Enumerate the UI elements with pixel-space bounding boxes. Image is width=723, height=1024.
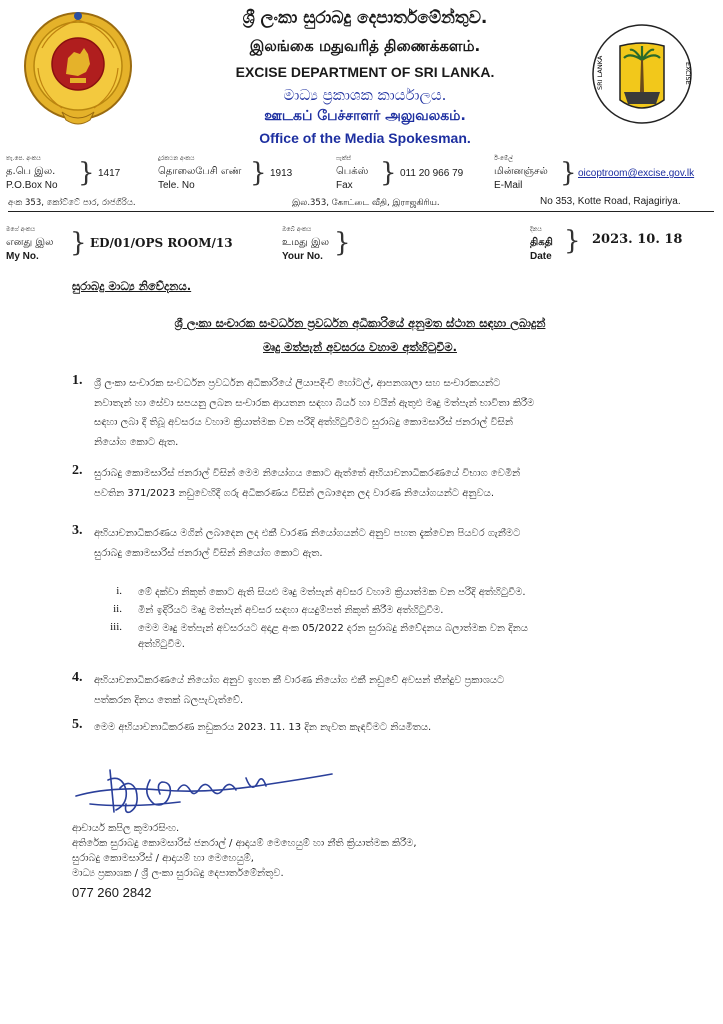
my-no-label-tamil: எனது இல	[6, 237, 54, 248]
sub-item-numeral: i.	[116, 585, 122, 597]
pobox-label-tamil: த.பெ இல.	[6, 166, 56, 177]
my-no-label-sinhala: මගේ අංකය	[6, 226, 36, 233]
fax-label-tamil: பெக்ஸ்	[336, 166, 369, 177]
notice-title-line1: ශ්‍රී ලංකා සංචාරක සංවර්ධන ප්‍රවර්ධන අධිකාරියේ අනුමත ස්ථාන සඳහා ලබාදුන්	[174, 316, 546, 330]
excise-department-emblem	[590, 12, 694, 136]
sri-lanka-state-emblem	[22, 8, 134, 132]
date-label-sinhala: දිනය	[530, 226, 542, 233]
my-no-value: ED/01/OPS ROOM/13	[90, 236, 233, 250]
your-no-label-english: Your No.	[282, 251, 323, 262]
brace: }	[334, 228, 351, 258]
your-no-label-sinhala: ඔබේ අංකය	[282, 226, 312, 233]
brace: }	[78, 158, 95, 188]
paragraph-line: අභියාචනාධිකරණයේ නියෝග අනුව ඉහත කී වාරණ නියෝග එකී නඩුවේ අවසන් තීන්දුව ප්‍රකාශයට	[94, 675, 505, 686]
tele-value: 1913	[270, 168, 293, 179]
office-title-tamil: ஊடகப் பேச்சாளர் அலுவலகம்.	[264, 108, 466, 124]
paragraph-number: 4.	[72, 670, 83, 685]
address-english: No 353, Kotte Road, Rajagiriya.	[540, 196, 681, 207]
sub-item-3	[138, 621, 528, 653]
tele-label-sinhala: දුරකථන අංකය	[158, 155, 195, 162]
email-label-tamil: மின்னஞ்சல்	[494, 166, 548, 177]
paragraph-line: නවාතැන් හා සේවා සපයනු ලබන සංචාරක ආයතන සඳහා බියර් හා වයින් ඇතුළු මෘදු මත්පැන් භාවිතා කිරීම	[94, 397, 535, 409]
address-tamil: இல.353, கோட்டை வீதி, இராஜகிரிய.	[292, 198, 440, 208]
sub-item-line: මෙම මෘදු මත්පැන් අවසරයට අදාළ අංක 05/2022 දරන සුරාබදු නිවේදනය බලාත්මක වන දිනය	[138, 623, 528, 634]
email-label-sinhala: ඊ-මේල්	[494, 155, 513, 162]
paragraph-number: 2.	[72, 463, 83, 478]
my-no-label-english: My No.	[6, 251, 39, 262]
paragraph-1	[94, 374, 674, 452]
paragraph-line: පවතින 371/2023 නඩුවෙහිදී ගරු අධිකරණය විසින් ලබාදෙන ලද වාරණ නියෝගයන්ට අනුවය.	[94, 487, 495, 499]
signatory-designation-1: අතිරේක සුරාබදු කොමසාරිස් ජනරාල් / ආදායම් මෙහෙයුම් හා නීති ක්‍රියාත්මක කිරීම,	[72, 838, 417, 849]
handwritten-signature	[70, 760, 340, 822]
sub-item-line: අත්හිටුවීම.	[138, 639, 185, 650]
emblem-text-left: SRI LANKA	[596, 55, 604, 90]
paragraph-2	[94, 464, 674, 503]
brace: }	[380, 158, 397, 188]
brace: }	[250, 158, 267, 188]
signatory-designation-2: සුරාබදු කොමසාරිස් / ආදායම් හා මෙහෙයුම්,	[72, 853, 254, 864]
dept-title-sinhala: ශ්‍රී ලංකා සුරාබදු දෙපාර්තමේන්තුව.	[242, 8, 488, 28]
sub-item-numeral: ii.	[113, 603, 122, 615]
divider-line	[8, 211, 714, 212]
paragraph-line: නියෝග කොට ඇත.	[94, 436, 179, 448]
pobox-label-sinhala: තැ.පෙ. අංකය	[6, 155, 41, 162]
fax-value: 011 20 966 79	[400, 168, 464, 179]
dept-title-english: EXCISE DEPARTMENT OF SRI LANKA.	[235, 64, 495, 80]
your-no-label-tamil: உமது இல	[282, 237, 329, 248]
paragraph-line: මෙම අභියාචනාධිකරණ නඩුකරය 2023. 11. 13 දින නැවත කැඳවීමට නියමිතය.	[94, 722, 432, 733]
office-title-english: Office of the Media Spokesman.	[259, 130, 471, 146]
paragraph-5	[94, 718, 674, 738]
notice-heading: සුරාබදු මාධ්‍ය නිවේදනය.	[72, 279, 192, 293]
paragraph-line: සඳහා ලබා දී තිබූ අවසරය වහාම ක්‍රියාත්මක වන පරිදි අත්හිටුවීමට සුරාබදු කොමසාරිස් ජනරාල් විසින්	[94, 417, 513, 428]
fax-label-english: Fax	[336, 180, 353, 191]
sub-item-1: මේ දක්වා නිකුත් කොට ඇති සියළු මෘදු මත්පැන් අවසර වහාම ක්‍රියාත්මක වන පරිදි අත්හිටුවීම.	[138, 587, 526, 598]
date-label-english: Date	[530, 251, 552, 262]
paragraph-3	[94, 524, 674, 563]
paragraph-4	[94, 671, 674, 710]
date-value: 2023. 10. 18	[592, 232, 683, 247]
tele-label-tamil: தொலைபேசி எண்	[158, 166, 242, 177]
brace: }	[70, 228, 87, 258]
pobox-label-english: P.O.Box No	[6, 180, 58, 191]
paragraph-line: පත්කරන දිනය තෙක් බලපැවැත්වේ.	[94, 694, 244, 706]
email-link[interactable]: oicoptroom@excise.gov.lk	[578, 168, 695, 179]
pobox-value: 1417	[98, 168, 121, 179]
emblem-text-right: EXCISE	[684, 62, 692, 85]
sub-item-2: මින් ඉදිරියට මෘදු මත්පැන් අවසර සඳහා අයදුම්පත් නිකුත් කිරීම අත්හිටුවීම.	[138, 605, 444, 616]
email-label-english: E-Mail	[494, 180, 523, 191]
address-sinhala: අංක 353, කෝට්ටේ පාර, රාජගිරිය.	[8, 198, 136, 208]
brace: }	[560, 158, 577, 188]
signatory-name: ආචාර්ය කපිල කුමාරසිංහ.	[72, 823, 180, 834]
paragraph-number: 1.	[72, 373, 83, 388]
paragraph-number: 3.	[72, 523, 83, 538]
date-label-tamil: திகதி	[530, 237, 553, 248]
sub-item-numeral: iii.	[110, 621, 122, 633]
brace: }	[564, 226, 581, 256]
tele-label-english: Tele. No	[158, 180, 195, 191]
signatory-designation-3: මාධ්‍ය ප්‍රකාශක / ශ්‍රී ලංකා සුරාබදු දෙපාර්තමේන්තුව.	[72, 868, 284, 879]
signatory-phone: 077 260 2842	[72, 885, 152, 900]
paragraph-number: 5.	[72, 717, 83, 732]
paragraph-line: සුරාබදු කොමසාරිස් ජනරාල් විසින් නියෝග කොට ඇත.	[94, 547, 323, 559]
notice-title-line2: මෘදු මත්පැන් අවසරය වහාම අත්හිටුවීම.	[263, 340, 457, 354]
dept-title-tamil: இலங்கை மதுவரித் திணைக்களம்.	[249, 37, 481, 55]
paragraph-line: අභියාචනාධිකරණය මගින් ලබාදෙන ලද එකී වාරණ නියෝගයන්ට අනුව පහත දැක්වෙන පියවර ගැනීමට	[94, 528, 521, 539]
paragraph-line: ශ්‍රී ලංකා සංචාරක සංවර්ධන ප්‍රවර්ධන අධිකාරියේ ලියාපදිංචි හෝටල්, ආපනශාලා සහ සංචාරකයන්ට	[94, 378, 501, 389]
paragraph-line: සුරාබදු කොමසාරිස් ජනරාල් විසින් මෙම නියෝගය කොට ඇත්තේ අභියාචනාධිකරණයේ විභාග වෙමින්	[94, 468, 521, 479]
office-title-sinhala: මාධ්‍ය ප්‍රකාශක කාර්යාලය.	[283, 86, 447, 104]
fax-label-sinhala: ෆැක්ස්	[336, 155, 351, 162]
